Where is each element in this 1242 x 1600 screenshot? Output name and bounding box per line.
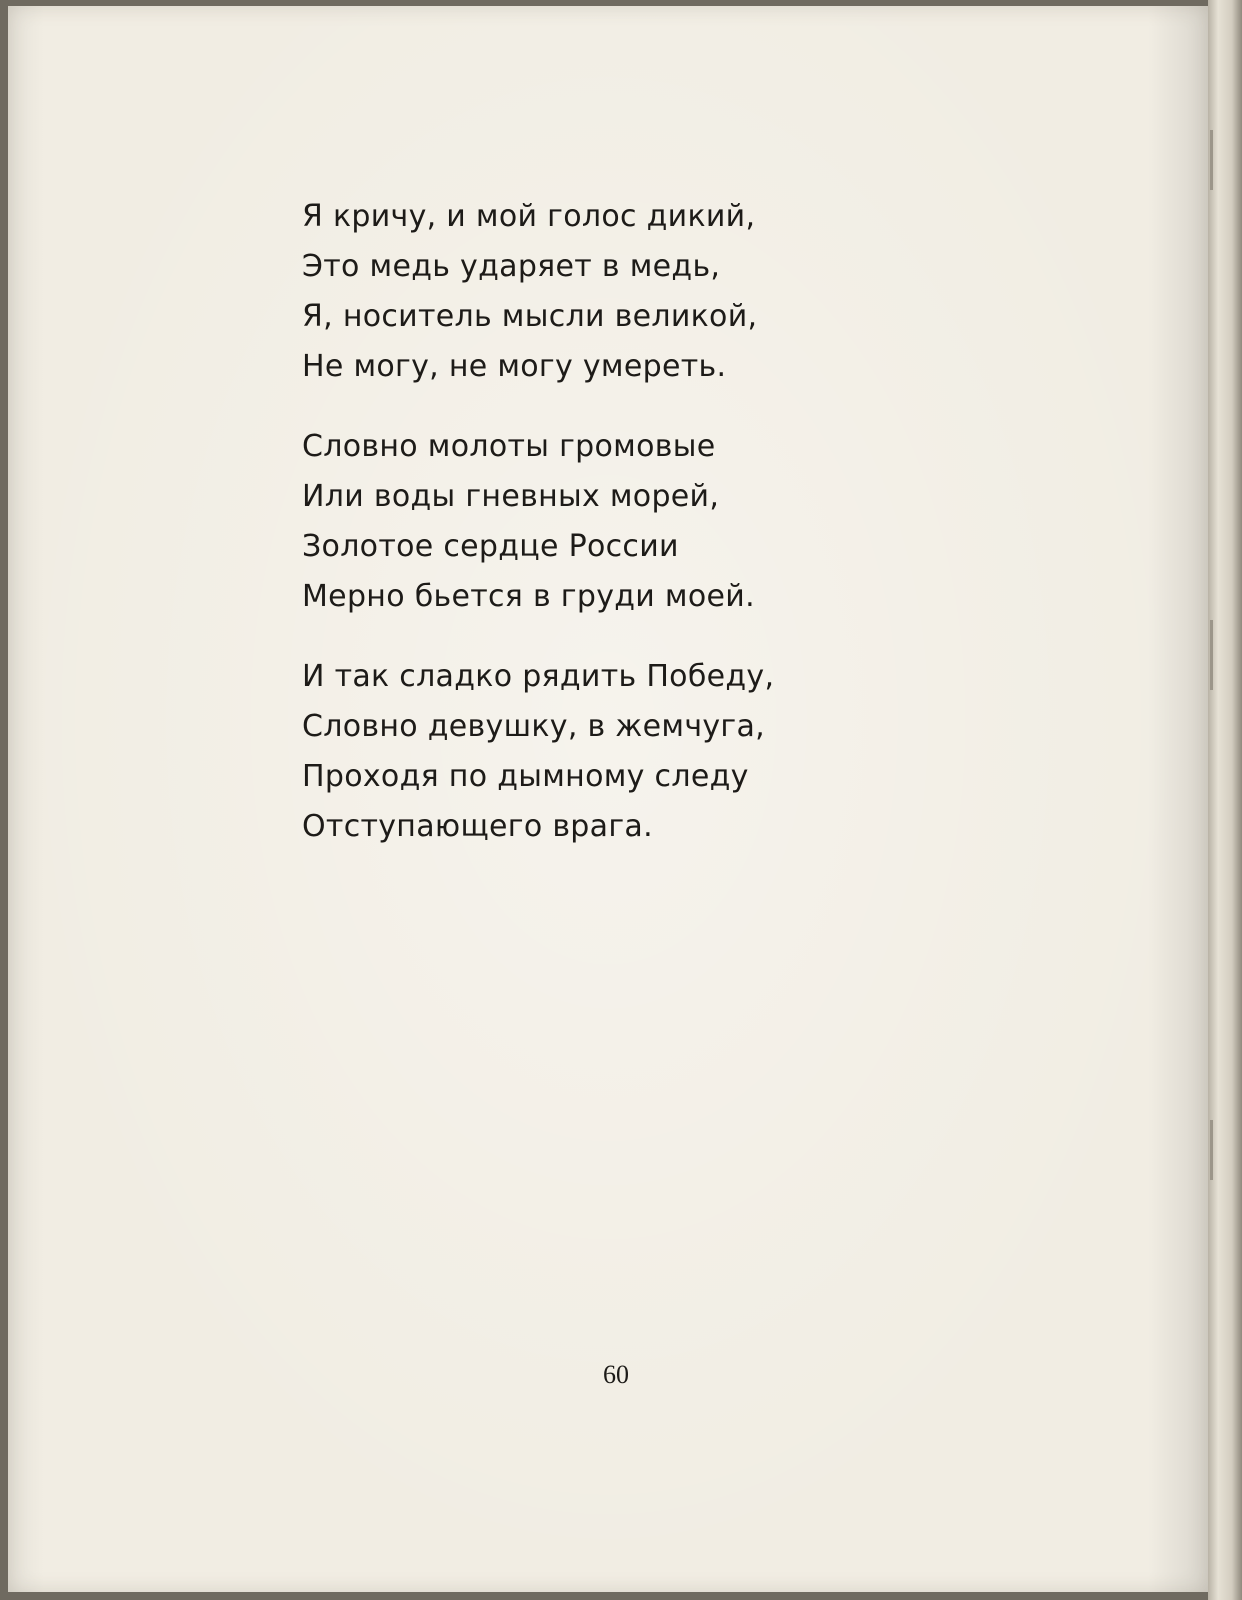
binding-thread [1210, 620, 1213, 690]
poem-line: Проходя по дымному следу [302, 759, 749, 794]
stanza-2 [302, 422, 922, 622]
stanza-1 [302, 192, 922, 392]
poem [302, 192, 922, 882]
poem-line: Не могу, не могу умереть. [302, 349, 727, 384]
poem-line: И так сладко рядить Победу, [302, 659, 775, 694]
poem-line: Словно молоты громовые [302, 429, 716, 464]
book-page [8, 6, 1208, 1592]
stanza-3 [302, 652, 922, 852]
page-number: 60 [603, 1360, 629, 1389]
poem-line: Я кричу, и мой голос дикий, [302, 199, 756, 234]
poem-line: Это медь ударяет в медь, [302, 249, 721, 284]
poem-line: Или воды гневных морей, [302, 479, 720, 514]
poem-line: Отступающего врага. [302, 809, 653, 844]
book-spine [1208, 0, 1242, 1600]
poem-line: Я, носитель мысли великой, [302, 299, 758, 334]
poem-line: Золотое сердце России [302, 529, 679, 564]
binding-thread [1210, 130, 1213, 190]
binding-thread [1210, 1120, 1213, 1180]
poem-line: Мерно бьется в груди моей. [302, 579, 755, 614]
poem-line: Словно девушку, в жемчуга, [302, 709, 765, 744]
